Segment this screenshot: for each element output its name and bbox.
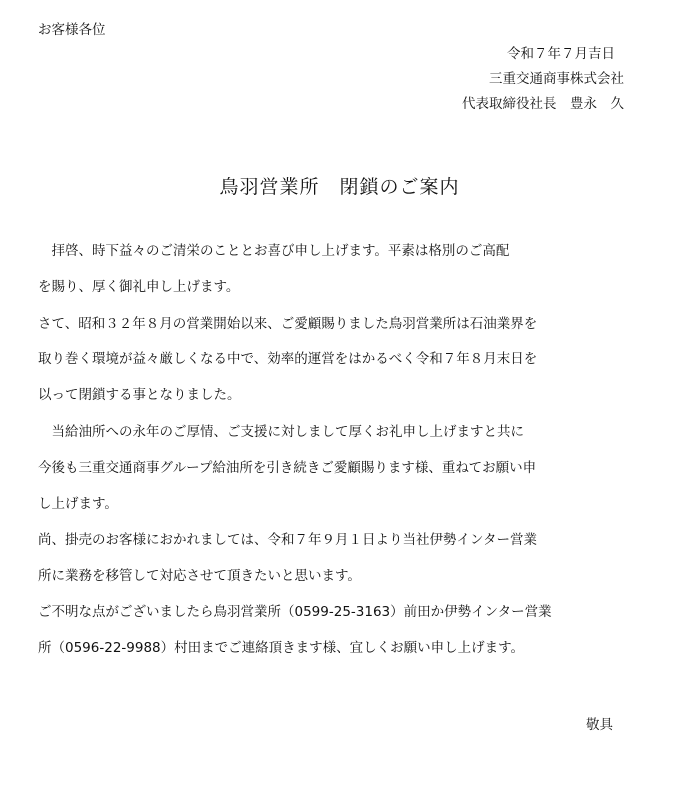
- body-line: 尚、掛売のお客様におかれましては、令和７年９月１日より当社伊勢インター営業: [38, 532, 537, 548]
- body-line: 今後も三重交通商事グループ給油所を引き続きご愛顧賜ります様、重ねてお願い申: [38, 460, 537, 476]
- body-line: 所（0596-22-9988）村田までご連絡頂きます様、宜しくお願い申し上げます。: [38, 640, 525, 656]
- representative-name: 代表取締役社長 豊永 久: [462, 96, 624, 112]
- addressee: お客様各位: [38, 22, 106, 38]
- letter-title: 鳥羽営業所 閉鎖のご案内: [219, 176, 460, 198]
- body-line: し上げます。: [38, 496, 118, 512]
- company-name: 三重交通商事株式会社: [489, 71, 624, 87]
- body-line: 拝啓、時下益々のご清栄のこととお喜び申し上げます。平素は格別のご高配: [38, 243, 510, 259]
- body-line: を賜り、厚く御礼申し上げます。: [38, 279, 240, 295]
- letter-date: 令和７年７月吉日: [507, 46, 615, 62]
- body-line: 以って閉鎖する事となりました。: [38, 387, 241, 403]
- body-line: 所に業務を移管して対応させて頂きたいと思います。: [38, 568, 361, 584]
- body-line: ご不明な点がございましたら鳥羽営業所（0599-25-3163）前田か伊勢インター営業: [38, 604, 552, 620]
- body-line: さて、昭和３２年８月の営業開始以来、ご愛顧賜りました鳥羽営業所は石油業界を: [38, 316, 538, 332]
- closing-word: 敬具: [586, 717, 613, 733]
- body-line: 取り巻く環境が益々厳しくなる中で、効率的運営をはかるべく令和７年８月末日を: [38, 351, 538, 367]
- body-line: 当給油所への永年のご厚情、ご支援に対しまして厚くお礼申し上げますと共に: [38, 424, 524, 440]
